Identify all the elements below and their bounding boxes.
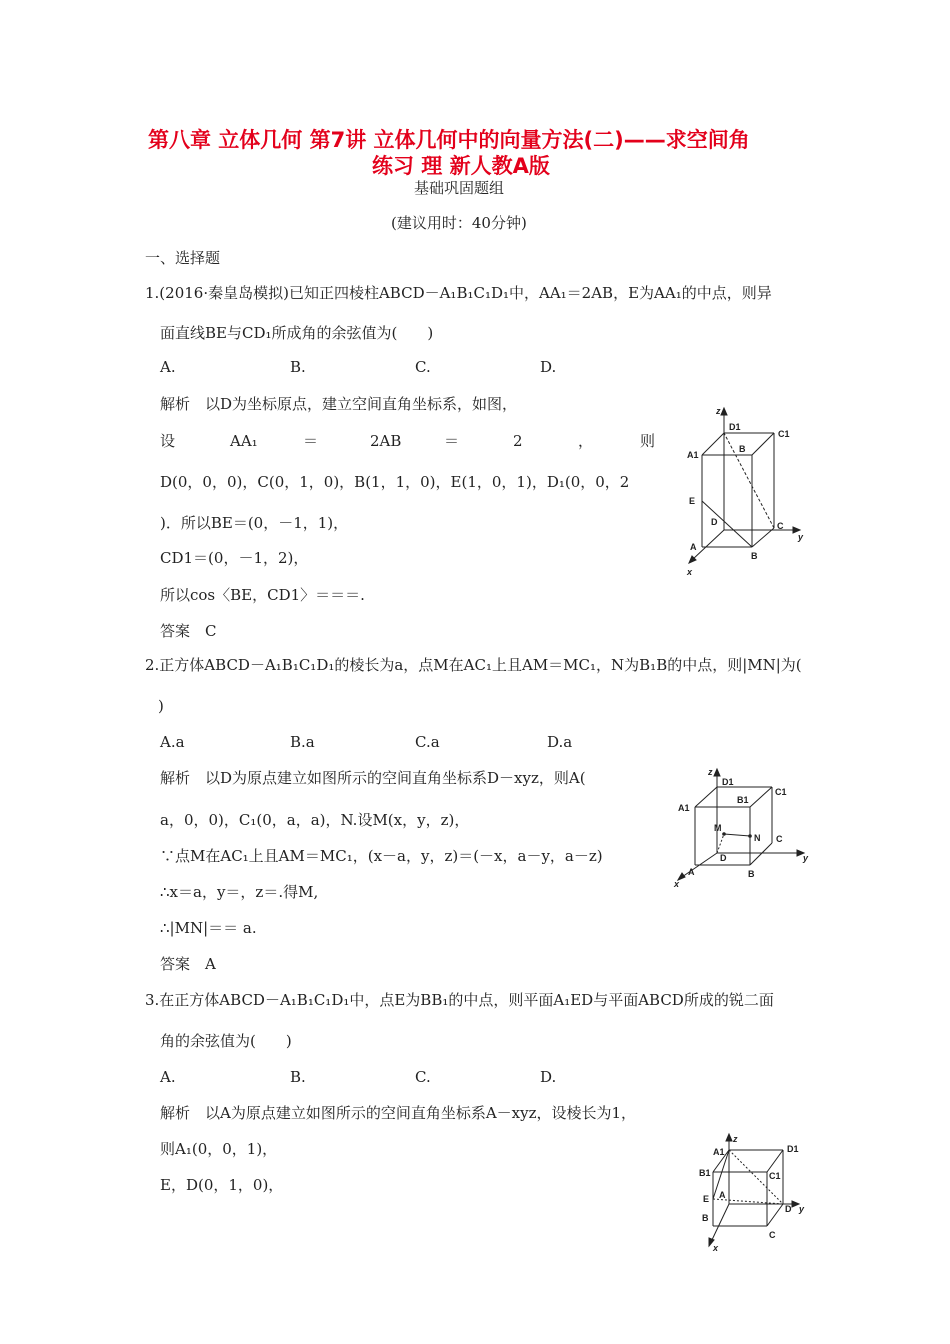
q1-fig-label: C1 <box>778 429 790 439</box>
q1-fig-label: E <box>689 496 696 506</box>
q1-fig-label: D1 <box>729 422 741 432</box>
q1-stem-line2: 面直线BE与CD₁所成角的余弦值为( ) <box>160 324 434 342</box>
q2-cube-figure <box>668 765 813 890</box>
q1-solution-line5: CD1＝(0，－1，2)， <box>160 549 309 567</box>
q1-fig-label: B <box>739 444 746 454</box>
q2-fig-label: x <box>674 879 680 889</box>
page-title-line2: 练习 理 新人教A版 <box>372 154 550 178</box>
q1-sol2-w5: 2 <box>513 432 523 450</box>
q3-stem-line1: 3.在正方体ABCD－A₁B₁C₁D₁中，点E为BB₁的中点，则平面A₁ED与平面ABCD所成的锐二面 <box>145 991 774 1009</box>
q3-fig-label: C1 <box>769 1171 781 1181</box>
q2-fig-label: C <box>776 834 783 844</box>
q2-fig-label: y <box>803 853 809 863</box>
q3-fig-label: A <box>719 1190 726 1200</box>
q3-fig-label: z <box>733 1134 738 1144</box>
q2-solution-line2: a，0，0)，C₁(0，a，a)，N.设M(x，y，z)， <box>160 811 470 829</box>
q3-fig-label: B <box>702 1213 709 1223</box>
q2-fig-label: N <box>754 833 761 843</box>
q1-stem-line1: 1.(2016·秦皇岛模拟)已知正四棱柱ABCD－A₁B₁C₁D₁中，AA₁＝2AB，E为AA₁的中点，则异 <box>145 284 772 302</box>
q1-sol2-w4: ＝ <box>444 432 460 450</box>
q1-option-d: D. <box>540 358 557 376</box>
q1-solution-line3: D(0，0，0)，C(0，1，0)，B(1，1，0)，E(1，0，1)，D₁(0，0，2 <box>160 473 630 491</box>
q3-cube-figure <box>695 1130 815 1255</box>
q2-stem-line2: ) <box>158 697 164 715</box>
q1-option-c: C. <box>415 358 431 376</box>
q3-fig-label: D1 <box>787 1144 799 1154</box>
q1-fig-label: y <box>798 532 804 542</box>
q3-solution-line3: E，D(0，1，0)， <box>160 1176 284 1194</box>
q3-solution-line1: 解析 以A为原点建立如图所示的空间直角坐标系A－xyz，设棱长为1， <box>160 1104 637 1122</box>
q3-option-b: B. <box>290 1068 306 1086</box>
q3-solution-line2: 则A₁(0，0，1)， <box>160 1140 278 1158</box>
q1-option-b: B. <box>290 358 306 376</box>
q3-option-a: A. <box>160 1068 176 1086</box>
q3-stem-line2: 角的余弦值为( ) <box>160 1032 292 1050</box>
q3-option-d: D. <box>540 1068 557 1086</box>
q3-fig-label: D <box>785 1204 792 1214</box>
q1-fig-label: x <box>687 567 693 577</box>
subtitle: 基础巩固题组 <box>414 179 505 197</box>
section-heading: 一、选择题 <box>145 249 221 267</box>
q1-sol2-w0: 设 <box>160 432 176 450</box>
q3-option-c: C. <box>415 1068 431 1086</box>
q2-solution-line5: ∴|MN|＝＝ a. <box>160 919 257 937</box>
q2-option-c: C.a <box>415 733 440 751</box>
q2-solution-line3: ∵点M在AC₁上且AM＝MC₁，(x－a，y，z)＝(－x，a－y，a－z) <box>160 847 603 865</box>
q1-fig-label: A <box>690 542 697 552</box>
q3-fig-label: x <box>713 1243 719 1253</box>
q2-solution-line1: 解析 以D为原点建立如图所示的空间直角坐标系D－xyz，则A( <box>160 769 586 787</box>
q2-fig-label: C1 <box>775 787 787 797</box>
q1-sol2-w7: 则 <box>640 432 656 450</box>
q1-solution-line6: 所以cos〈BE，CD1〉＝＝＝. <box>160 586 365 604</box>
time-note: (建议用时：40分钟) <box>391 214 527 232</box>
q2-stem-line1: 2.正方体ABCD－A₁B₁C₁D₁的棱长为a，点M在AC₁上且AM＝MC₁，N为B₁B的中点，则|MN|为( <box>145 656 802 674</box>
q1-fig-label: A1 <box>687 450 699 460</box>
q1-solution-line4: )．所以BE＝(0，－1，1)， <box>160 514 349 532</box>
q1-fig-label: B <box>751 551 758 561</box>
q1-sol2-w2: ＝ <box>303 432 319 450</box>
q1-fig-label: C <box>777 521 784 531</box>
q1-solution-line1: 解析 以D为坐标原点，建立空间直角坐标系，如图， <box>160 395 518 413</box>
q3-fig-label: y <box>799 1204 805 1214</box>
q1-option-a: A. <box>160 358 176 376</box>
q2-fig-label: B1 <box>737 795 749 805</box>
q1-fig-label: D <box>711 517 718 527</box>
q1-sol2-w1: AA₁ <box>230 432 258 450</box>
q2-fig-label: D <box>720 853 727 863</box>
q1-fig-label: z <box>716 406 721 416</box>
q2-option-d: D.a <box>547 733 573 751</box>
q3-fig-label: B1 <box>699 1168 711 1178</box>
q2-option-b: B.a <box>290 733 315 751</box>
q3-fig-label: E <box>703 1194 710 1204</box>
q2-fig-label: B <box>748 869 755 879</box>
q1-answer: 答案 C <box>160 622 217 640</box>
q2-answer: 答案 A <box>160 955 216 973</box>
q3-fig-label: C <box>769 1230 776 1240</box>
q1-prism-figure <box>678 400 808 580</box>
q2-solution-line4: ∴x＝a，y＝，z＝.得M, <box>160 883 319 901</box>
q2-option-a: A.a <box>160 733 185 751</box>
q2-fig-label: M <box>714 823 722 833</box>
q2-fig-label: D1 <box>722 777 734 787</box>
q2-fig-label: z <box>708 767 713 777</box>
q2-fig-label: A <box>688 867 695 877</box>
q3-fig-label: A1 <box>713 1147 725 1157</box>
q1-sol2-w6: ， <box>578 432 594 450</box>
q2-fig-label: A1 <box>678 803 690 813</box>
page-title-line1: 第八章 立体几何 第7讲 立体几何中的向量方法(二)——求空间角 <box>148 128 750 152</box>
q1-sol2-w3: 2AB <box>370 432 402 450</box>
